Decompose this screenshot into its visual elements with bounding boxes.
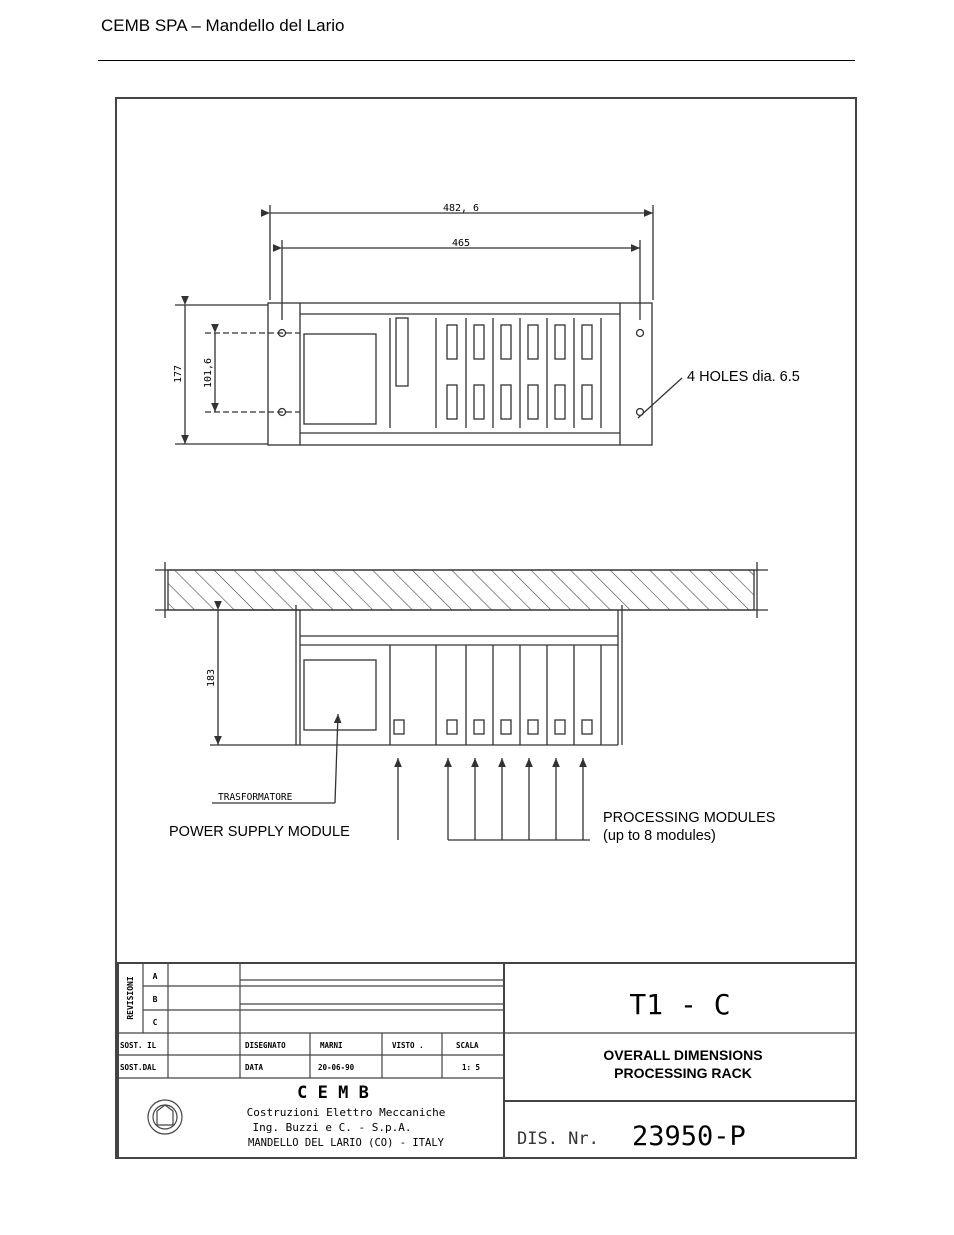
scala-label: SCALA bbox=[456, 1041, 479, 1050]
dim-depth: 183 bbox=[206, 668, 217, 688]
company-line-1: Costruzioni Elettro Meccaniche bbox=[246, 1106, 446, 1119]
side-processing-modules bbox=[447, 645, 601, 745]
disegnato-value: MARNI bbox=[320, 1041, 343, 1050]
transformer-label: TRASFORMATORE bbox=[218, 792, 293, 803]
company-line-2: Ing. Buzzi e C. - S.p.A. bbox=[252, 1121, 412, 1134]
power-supply-label: POWER SUPPLY MODULE bbox=[169, 824, 350, 840]
dim-height-outer: 177 bbox=[173, 364, 184, 384]
dis-number: 23950-P bbox=[632, 1121, 746, 1152]
data-value: 20-06-90 bbox=[318, 1063, 355, 1072]
disegnato-label: DISEGNATO bbox=[245, 1041, 286, 1050]
sost-il-label: SOST. IL bbox=[120, 1041, 157, 1050]
drawing-code: T1 - C bbox=[629, 988, 731, 1021]
processing-modules-note: (up to 8 modules) bbox=[603, 828, 716, 844]
revision-letter-a: A bbox=[152, 972, 158, 981]
dim-height-holes: 101,6 bbox=[203, 357, 214, 389]
description-line-1: OVERALL DIMENSIONS bbox=[603, 1047, 763, 1063]
sost-dal-label: SOST.DAL bbox=[120, 1063, 157, 1072]
dis-label: DIS. Nr. bbox=[517, 1129, 599, 1149]
page-header-title: CEMB SPA – Mandello del Lario bbox=[101, 16, 345, 35]
scala-value: 1: 5 bbox=[462, 1063, 481, 1072]
holes-label: 4 HOLES dia. 6.5 bbox=[687, 369, 800, 385]
dim-width-outer: 482, 6 bbox=[442, 203, 480, 214]
front-processing-modules bbox=[447, 318, 601, 428]
sheet-border bbox=[116, 98, 856, 1158]
dim-width-inner: 465 bbox=[451, 238, 471, 249]
visto-label: VISTO . bbox=[392, 1041, 424, 1050]
company-name: C E M B bbox=[297, 1083, 369, 1103]
revisions-label: REVISIONI bbox=[126, 976, 135, 1020]
processing-modules-label: PROCESSING MODULES bbox=[603, 810, 776, 826]
company-line-3: MANDELLO DEL LARIO (CO) - ITALY bbox=[248, 1137, 444, 1149]
description-line-2: PROCESSING RACK bbox=[614, 1065, 752, 1081]
front-view bbox=[175, 205, 682, 445]
data-label: DATA bbox=[245, 1063, 264, 1072]
revision-letter-c: C bbox=[152, 1018, 158, 1027]
revision-letter-b: B bbox=[152, 995, 158, 1004]
